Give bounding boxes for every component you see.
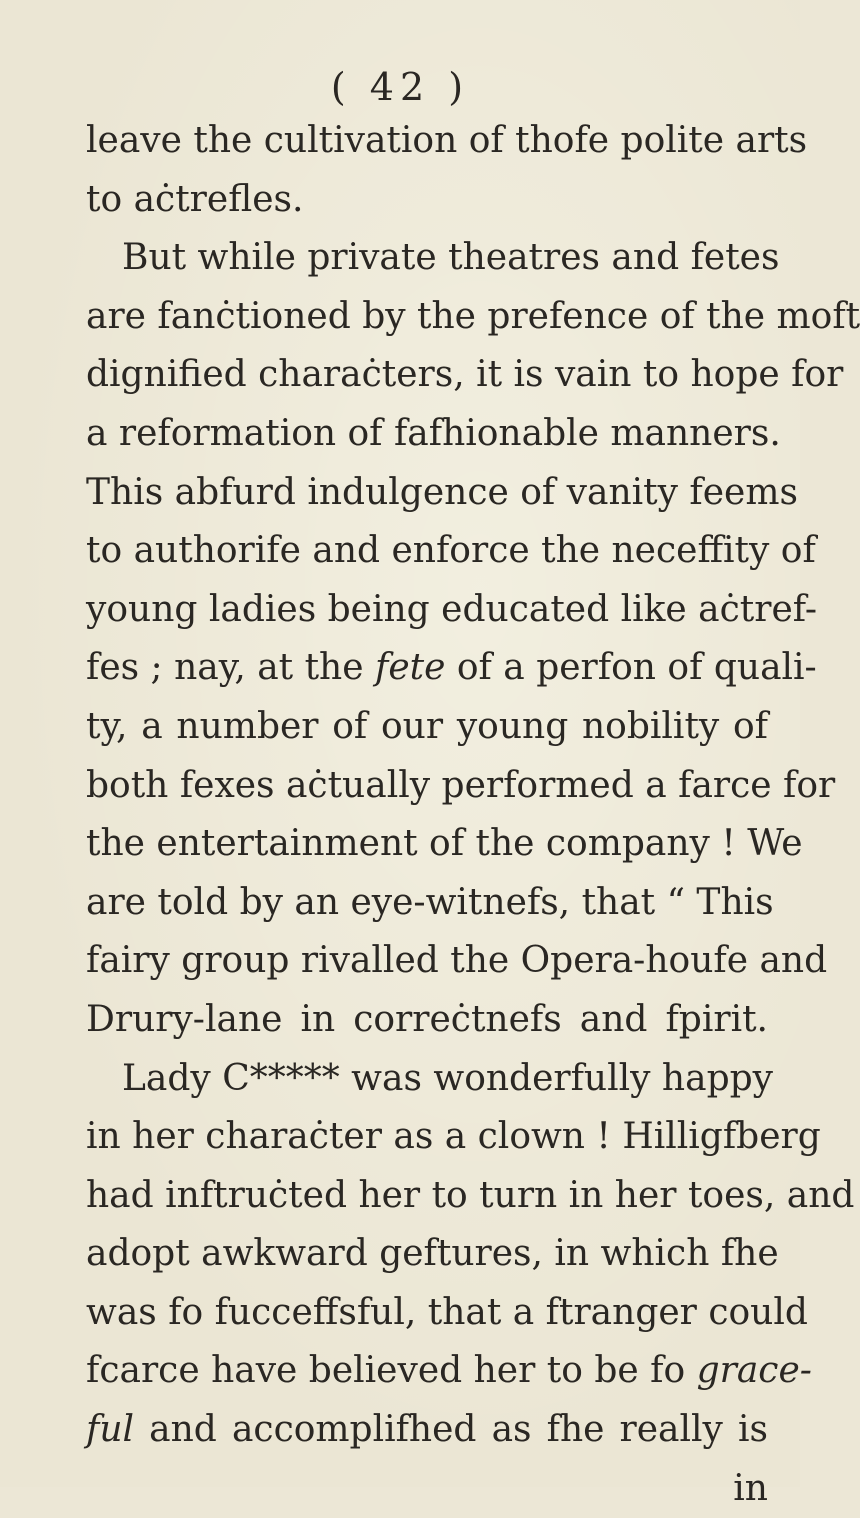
text-line: Drury-lane in correċtnefs and fpirit. <box>86 998 768 1040</box>
text-line: a reformation of fafhionable manners. <box>86 412 781 454</box>
text-line: fairy group rivalled the Opera-houfe and <box>86 940 828 982</box>
text-line: both fexes aċtually performed a farce for <box>86 764 836 806</box>
catchword: in <box>733 1467 768 1509</box>
page-number: ( 42 ) <box>330 65 470 109</box>
text-line: in her charaċter as a clown ! Hilligfberg <box>86 1116 821 1158</box>
text-line: to aċtrefles. <box>86 178 304 220</box>
text-line: was fo fucceffsful, that a ftranger could <box>86 1291 808 1333</box>
text-line: This abfurd indulgence of vanity feems <box>86 471 798 513</box>
italic-word: ful <box>86 1409 135 1451</box>
text-line <box>86 1401 768 1460</box>
text-segment: and accomplifhed as fhe really is <box>149 1409 768 1451</box>
text-line: are told by an eye-witnefs, that “ This <box>86 881 774 923</box>
italic-word: fete <box>375 647 446 689</box>
page-body-text <box>86 112 860 1518</box>
italic-word: grace- <box>696 1350 812 1392</box>
text-line: ty, a number of our young nobility of <box>86 705 768 747</box>
text-line: dignified charaċters, it is vain to hope for <box>86 354 844 396</box>
text-line: Lady C***** was wonderfully happy <box>122 1057 774 1099</box>
text-line: the entertainment of the company ! We <box>86 823 803 865</box>
text-segment: fes ; nay, at the <box>86 647 364 689</box>
text-line <box>86 639 817 698</box>
text-line: to authorife and enforce the neceffity of <box>86 530 816 572</box>
text-line: adopt awkward geftures, in which fhe <box>86 1233 779 1275</box>
text-segment: of a perfon of quali- <box>456 647 817 689</box>
text-line <box>86 1342 812 1401</box>
text-line: But while private theatres and fetes <box>122 237 780 279</box>
text-line: young ladies being educated like aċtref- <box>86 588 817 630</box>
text-line: leave the cultivation of thofe polite arts <box>86 120 808 161</box>
text-line: had inftruċted her to turn in her toes, and <box>86 1174 855 1216</box>
text-segment: fcarce have believed her to be fo <box>86 1350 686 1392</box>
text-line: are fanċtioned by the prefence of the moft <box>86 295 860 337</box>
